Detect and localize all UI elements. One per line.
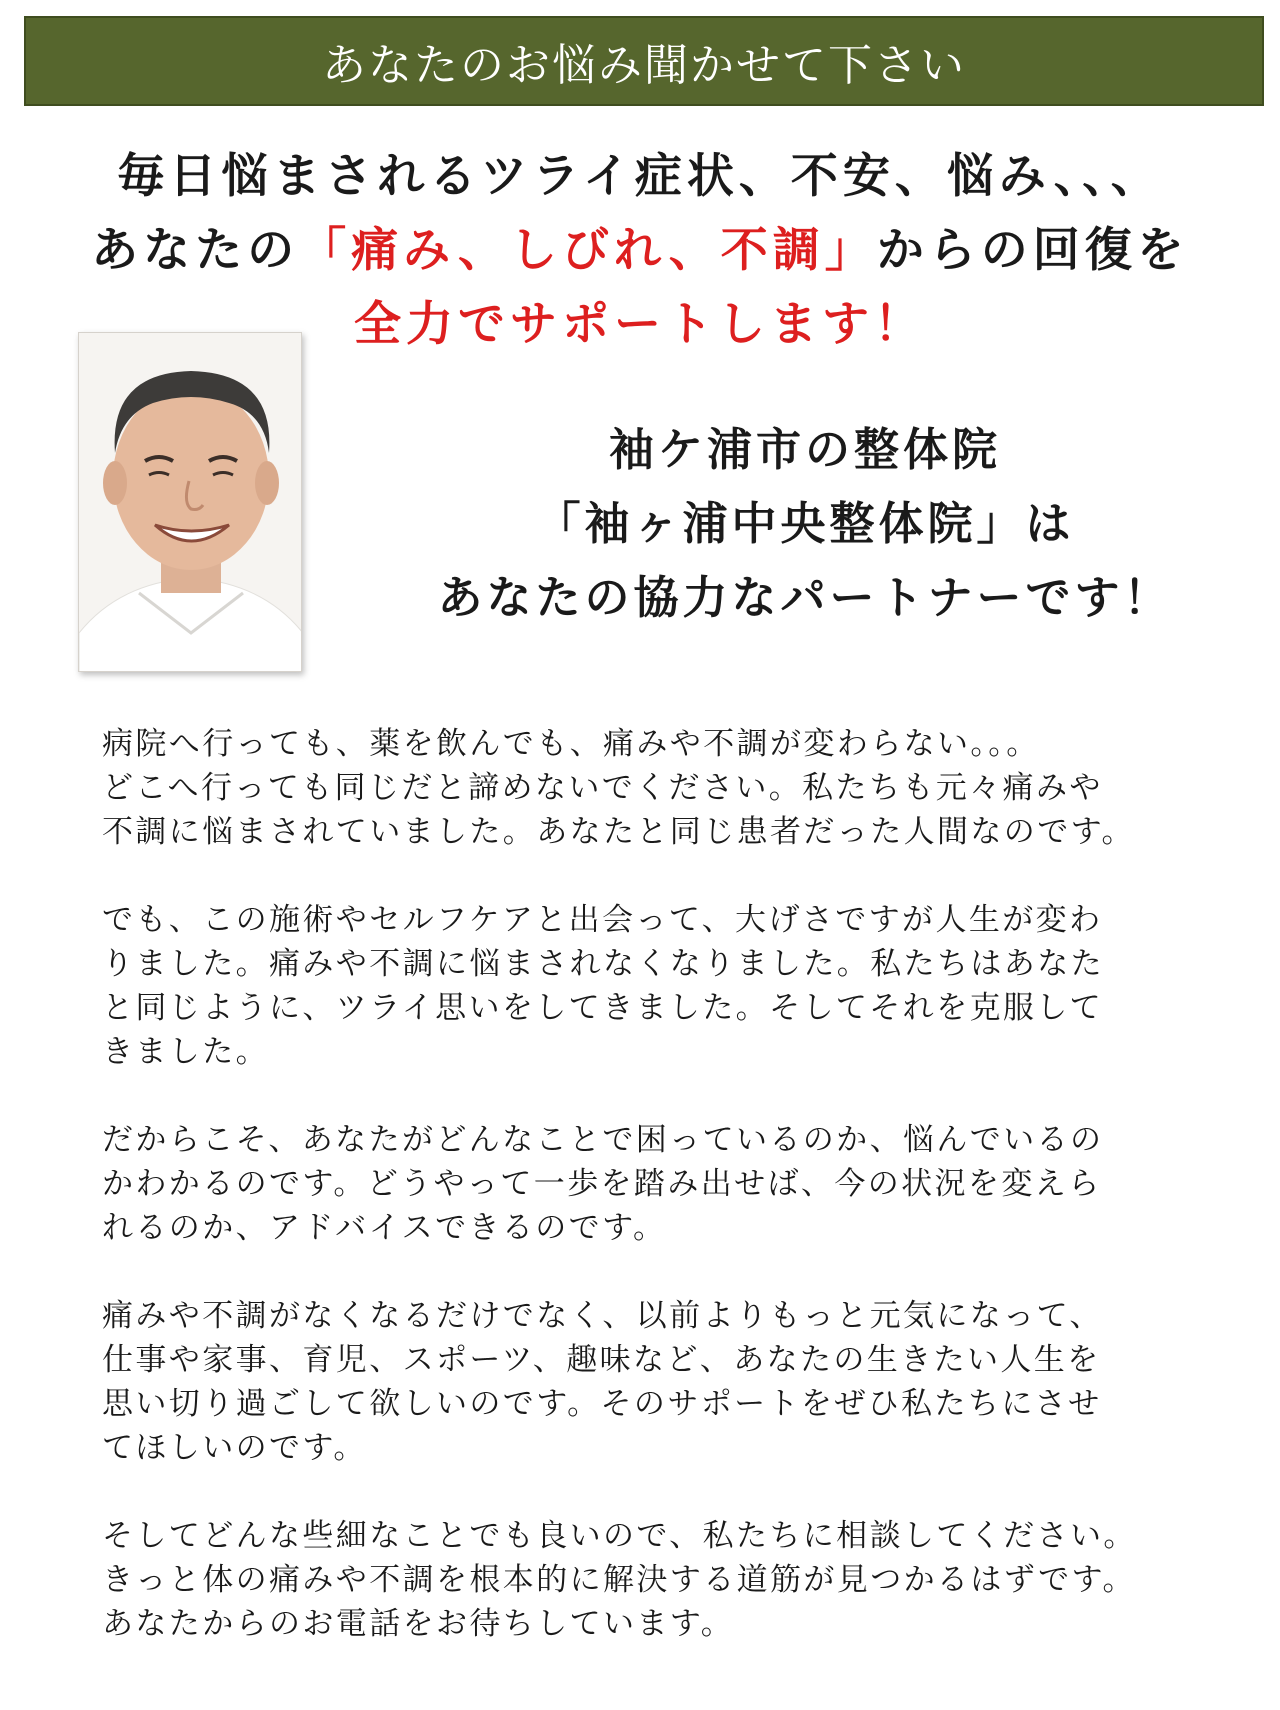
text-line: 思い切り過ごして欲しいのです。そのサポートをぜひ私たちにさせ [102,1386,1102,1422]
paragraph-5 [102,1514,1212,1646]
text-line: きました。 [102,1034,269,1070]
text-line: 仕事や家事、育児、スポーツ、趣味など、あなたの生きたい人生を [102,1342,1101,1378]
text-line: でも、この施術やセルフケアと出会って、大げさですが人生が変わ [102,902,1103,938]
intro-line-1: 袖ケ浦市の整体院 [608,423,1001,476]
text-line: れるのか、アドバイスできるのです。 [102,1210,667,1246]
text-line: 痛みや不調がなくなるだけでなく、以前よりもっと元気になって、 [102,1298,1103,1334]
practitioner-photo [78,332,302,672]
text-line: 不調に悩まされていました。あなたと同じ患者だった人間なのです。 [102,814,1135,850]
paragraph-4 [102,1294,1212,1470]
intro-line-3: あなたの協力なパートナーです！ [437,571,1173,624]
text-line: と同じように、ツライ思いをしてきました。そしてそれを克服して [102,990,1104,1026]
text-line: あなたからのお電話をお待ちしています。 [102,1606,735,1642]
text-line: りました。痛みや不調に悩まされなくなりました。私たちはあなた [102,946,1104,982]
text-line: きっと体の痛みや不調を根本的に解決する道筋が見つかるはずです。 [102,1562,1136,1598]
headline-line-3: 全力でサポートします！ [354,297,926,352]
text-line: どこへ行っても同じだと諦めないでください。私たちも元々痛みや [102,770,1103,806]
paragraph-2 [102,898,1212,1074]
text-line: かわかるのです。どうやって一歩を踏み出せば、今の状況を変えら [102,1166,1102,1202]
headline-line-2-suffix: からの回復を [876,223,1189,278]
body-text [102,722,1212,1690]
paragraph-1 [102,722,1212,854]
text-line: てほしいのです。 [102,1430,367,1466]
headline-line-2 [0,214,1280,288]
intro-line-2: 「袖ヶ浦中央整体院」は [535,497,1075,550]
text-line: 病院へ行っても、薬を飲んでも、痛みや不調が変わらない。。。 [102,726,1040,762]
header-banner [24,16,1264,106]
headline [0,140,1280,362]
headline-highlight: 「痛み、しびれ、不調」 [299,223,877,278]
headline-line-1: 毎日悩まされるツライ症状、不安、悩み、、、 [117,149,1163,204]
text-line: だからこそ、あなたがどんなことで困っているのか、悩んでいるの [102,1122,1104,1158]
text-line: そしてどんな些細なことでも良いので、私たちに相談してください。 [102,1518,1137,1554]
banner-title: あなたのお悩み聞かせて下さい [322,40,966,91]
headline-line-2-prefix: あなたの [91,223,300,278]
paragraph-3 [102,1118,1212,1250]
clinic-intro [330,413,1280,635]
practitioner-portrait-icon [79,333,302,672]
